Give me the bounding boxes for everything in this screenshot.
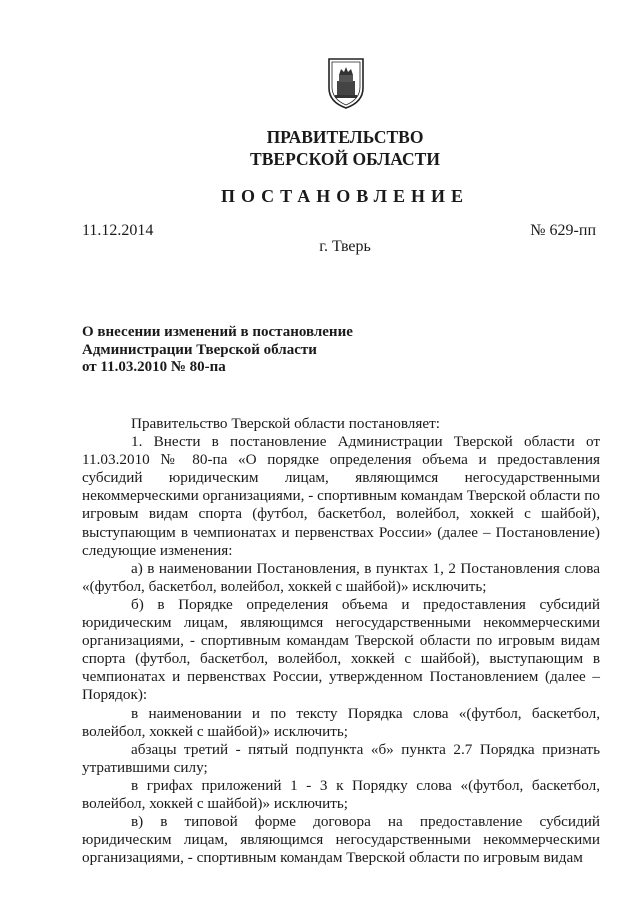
body-paragraph: в грифах приложений 1 - 3 к Порядку слова «(футбол, баскетбол, волейбол, хоккей с шайбой)» исключить; <box>82 776 600 812</box>
body-paragraph: в наименовании и по тексту Порядка слова «(футбол, баскетбол, волейбол, хоккей с шайбой)» исключить; <box>82 704 600 740</box>
body-paragraph: б) в Порядке определения объема и предоставления субсидий юридическим лицам, являющимся негосударственными некоммерческими организациями, - спортивным командам Тверской области по игровым видам спорта (футбол, баскетбол, волейбол, хоккей с шайбой), выступающим в чемпионатах и первенствах России, утвержденном Постановлением (далее – Порядок): <box>82 595 600 704</box>
org-line-1: ПРАВИТЕЛЬСТВО <box>266 127 424 147</box>
body-paragraph: а) в наименовании Постановления, в пунктах 1, 2 Постановления слова «(футбол, баскетбол, волейбол, хоккей с шайбой)» исключить; <box>82 559 600 595</box>
document-subject <box>82 324 402 377</box>
subject-line-1: О внесении изменений в постановление <box>82 324 353 340</box>
document-number: № 629-пп <box>530 222 596 239</box>
org-line-2: ТВЕРСКОЙ ОБЛАСТИ <box>250 149 440 169</box>
document-body <box>82 415 600 867</box>
body-paragraph: в) в типовой форме договора на предоставление субсидий юридическим лицам, являющимся негосударственными некоммерческими организациями, - спортивным командам Тверской области по игровым видам <box>82 813 600 867</box>
body-paragraph: 1. Внести в постановление Администрации Тверской области от 11.03.2010 № 80-па «О порядке определения объема и предоставления субсидий юридическим лицам, являющимся негосударственными некоммерческими организациями, - спортивным командам Тверской области по игровым видам спорта (футбол, баскетбол, волейбол, хоккей с шайбой), выступающим в чемпионатах и первенствах России» (далее – Постановление) следующие изменения: <box>82 433 600 559</box>
organization-name <box>0 126 640 170</box>
body-paragraph: абзацы третий - пятый подпункта «б» пункта 2.7 Порядка признать утратившими силу; <box>82 740 600 776</box>
document-city: г. Тверь <box>319 238 371 255</box>
tver-coat-of-arms-icon <box>326 56 366 110</box>
document-date: 11.12.2014 <box>82 222 154 239</box>
subject-line-2: Администрации Тверской области <box>82 341 317 358</box>
document-type: ПОСТАНОВЛЕНИЕ <box>220 186 470 206</box>
subject-line-3: от 11.03.2010 № 80-па <box>82 359 226 376</box>
body-paragraph: Правительство Тверской области постановляет: <box>131 415 440 432</box>
